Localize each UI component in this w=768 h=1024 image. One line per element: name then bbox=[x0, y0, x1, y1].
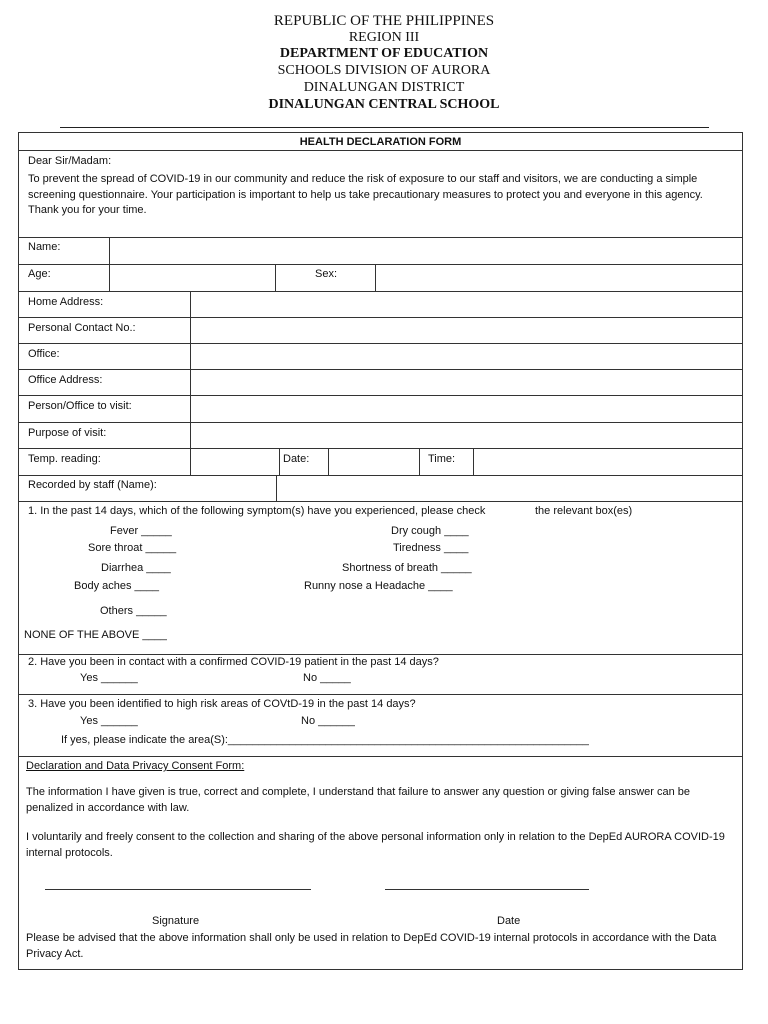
divider bbox=[19, 694, 742, 695]
privacy-note: Please be advised that the above information shall only be used in relation to DepEd COVID-19 internal protocols in accordance with the Data Privacy Act. bbox=[26, 932, 717, 960]
divider bbox=[19, 654, 742, 655]
q3-question: 3. Have you been identified to high risk areas of COVtD-19 in the past 14 days? bbox=[28, 698, 416, 710]
divider bbox=[19, 291, 742, 292]
purpose-field[interactable] bbox=[192, 424, 739, 446]
divider bbox=[19, 317, 742, 318]
signature-label: Signature bbox=[152, 915, 200, 927]
divider bbox=[19, 150, 742, 151]
consent-paragraph-2: I voluntarily and freely consent to the collection and sharing of the above personal information only in relation to the DepEd AURORA COVID-19 internal protocols. bbox=[26, 831, 725, 859]
symptom-runny-nose-headache[interactable]: Runny nose a Headache ____ bbox=[304, 580, 453, 592]
home-address-label: Home Address: bbox=[28, 296, 104, 308]
time-field[interactable] bbox=[475, 450, 739, 473]
divider bbox=[19, 422, 742, 423]
divider bbox=[190, 291, 191, 475]
form-title: HEALTH DECLARATION FORM bbox=[299, 136, 462, 148]
visit-field[interactable] bbox=[192, 397, 739, 420]
divider bbox=[276, 475, 277, 501]
purpose-label: Purpose of visit: bbox=[28, 427, 107, 439]
divider bbox=[19, 475, 742, 476]
divider bbox=[19, 343, 742, 344]
consent-title: Declaration and Data Privacy Consent Form: bbox=[26, 760, 245, 772]
header-region: REGION III bbox=[348, 30, 420, 45]
header-school: DINALUNGAN CENTRAL SCHOOL bbox=[268, 97, 500, 112]
divider bbox=[419, 448, 420, 475]
header-republic: REPUBLIC OF THE PHILIPPINES bbox=[273, 13, 495, 29]
q1-question: 1. In the past 14 days, which of the following symptom(s) have you experienced, please check bbox=[28, 505, 486, 517]
date-line[interactable] bbox=[385, 889, 589, 890]
q3-no[interactable]: No ______ bbox=[301, 715, 355, 727]
sex-field[interactable] bbox=[377, 266, 739, 289]
divider bbox=[19, 237, 742, 238]
symptom-none[interactable]: NONE OF THE ABOVE ____ bbox=[24, 629, 167, 641]
q3-area-field[interactable]: If yes, please indicate the area(S):___________________________________________________________ bbox=[61, 734, 589, 746]
contact-field[interactable] bbox=[192, 319, 739, 341]
divider bbox=[375, 264, 376, 291]
symptom-shortness-of-breath[interactable]: Shortness of breath _____ bbox=[342, 562, 472, 574]
header-rule bbox=[60, 127, 709, 128]
symptom-fever[interactable]: Fever _____ bbox=[110, 525, 172, 537]
greeting: Dear Sir/Madam: bbox=[28, 155, 112, 167]
divider bbox=[328, 448, 329, 475]
visit-label: Person/Office to visit: bbox=[28, 400, 132, 412]
temp-label: Temp. reading: bbox=[28, 453, 101, 465]
home-address-field[interactable] bbox=[192, 293, 739, 315]
temp-field[interactable] bbox=[192, 450, 277, 473]
divider bbox=[109, 237, 110, 291]
divider bbox=[19, 448, 742, 449]
divider bbox=[19, 264, 742, 265]
divider bbox=[19, 756, 742, 757]
age-label: Age: bbox=[28, 268, 51, 280]
q2-question: 2. Have you been in contact with a confirmed COVID-19 patient in the past 14 days? bbox=[28, 656, 439, 668]
office-label: Office: bbox=[28, 348, 60, 360]
office-address-field[interactable] bbox=[192, 371, 739, 393]
symptom-sore-throat[interactable]: Sore throat _____ bbox=[88, 542, 177, 554]
symptom-tiredness[interactable]: Tiredness ____ bbox=[393, 542, 469, 554]
divider bbox=[19, 501, 742, 502]
intro-paragraph: To prevent the spread of COVID-19 in our community and reduce the risk of exposure to our staff and visitors, we are conducting a simple screening questionnaire. Your participation is important to help us take precautionary measures to protect you and everyone in this agency. Thank you for your time. bbox=[28, 173, 703, 216]
date-label: Date: bbox=[283, 453, 310, 465]
divider bbox=[19, 395, 742, 396]
contact-label: Personal Contact No.: bbox=[28, 322, 136, 334]
header-district: DINALUNGAN DISTRICT bbox=[303, 80, 465, 95]
q2-yes[interactable]: Yes ______ bbox=[80, 672, 138, 684]
name-field[interactable] bbox=[111, 239, 739, 262]
symptom-dry-cough[interactable]: Dry cough ____ bbox=[391, 525, 469, 537]
header-department: DEPARTMENT OF EDUCATION bbox=[279, 46, 489, 61]
signature-line[interactable] bbox=[45, 889, 311, 890]
office-field[interactable] bbox=[192, 345, 739, 367]
office-address-label: Office Address: bbox=[28, 374, 103, 386]
consent-paragraph-1: The information I have given is true, correct and complete, I understand that failure to answer any question or giving false answer can be penalized in accordance with law. bbox=[26, 786, 691, 814]
divider bbox=[275, 264, 276, 291]
q3-yes[interactable]: Yes ______ bbox=[80, 715, 138, 727]
time-label: Time: bbox=[428, 453, 456, 465]
date-field[interactable] bbox=[330, 450, 417, 473]
name-label: Name: bbox=[28, 241, 61, 253]
date-sign-label: Date bbox=[497, 915, 521, 927]
q2-no[interactable]: No _____ bbox=[303, 672, 351, 684]
divider bbox=[473, 448, 474, 475]
sex-label: Sex: bbox=[315, 268, 338, 280]
symptom-diarrhea[interactable]: Diarrhea ____ bbox=[101, 562, 171, 574]
q1-question-tail: the relevant box(es) bbox=[535, 505, 633, 517]
age-field[interactable] bbox=[111, 266, 273, 289]
divider bbox=[279, 448, 280, 475]
header-division: SCHOOLS DIVISION OF AURORA bbox=[277, 63, 491, 78]
divider bbox=[19, 369, 742, 370]
symptom-others[interactable]: Others _____ bbox=[100, 605, 167, 617]
symptom-body-aches[interactable]: Body aches ____ bbox=[74, 580, 160, 592]
recorded-by-label: Recorded by staff (Name): bbox=[28, 479, 157, 491]
health-declaration-form bbox=[18, 132, 743, 970]
recorded-by-field[interactable] bbox=[278, 477, 739, 499]
